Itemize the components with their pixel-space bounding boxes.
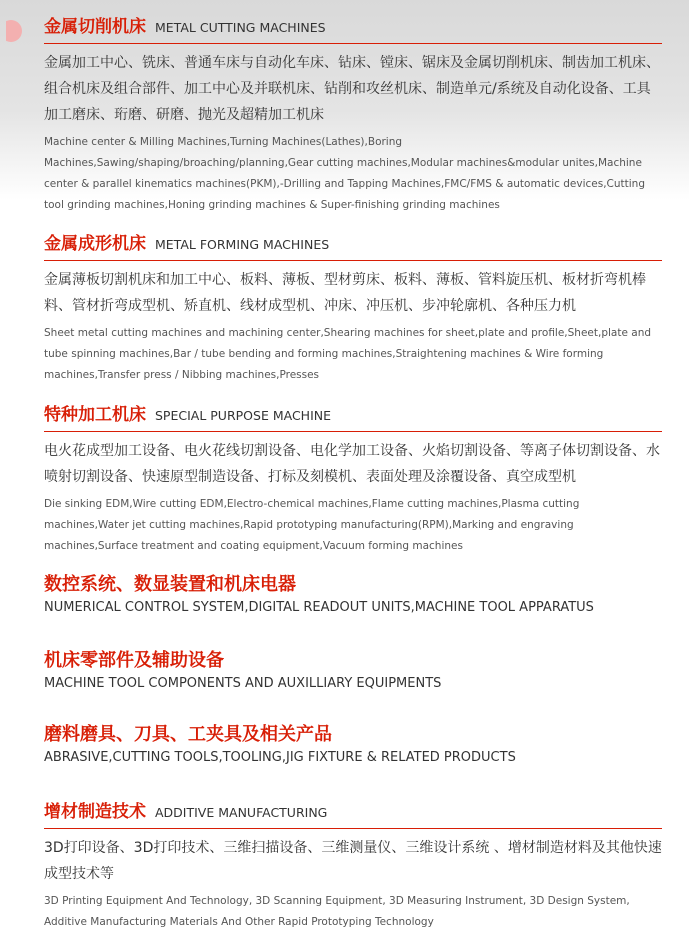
section-title-en: NUMERICAL CONTROL SYSTEM,DIGITAL READOUT UNITS,MACHINE TOOL APPARATUS <box>44 600 594 615</box>
section-heading <box>44 797 662 822</box>
section-heading <box>44 400 662 425</box>
section-title-cn: 磨料磨具、刀具、工夹具及相关产品 <box>44 724 332 745</box>
section-metal-cutting <box>44 12 662 216</box>
section-title-cn: 特种加工机床 <box>44 405 146 425</box>
section-divider <box>44 828 662 829</box>
section-additive-manufacturing <box>44 797 662 933</box>
section-title-en: METAL FORMING MACHINES <box>155 237 330 252</box>
section-heading <box>44 12 662 37</box>
section-heading <box>44 229 662 254</box>
section-abrasive-tools <box>44 720 662 765</box>
section-divider <box>44 43 662 44</box>
section-description-en: Machine center & Milling Machines,Turning Machines(Lathes),Boring Machines,Sawing/shaping/broaching/planning,Gear cutting machines,Modular machines&modular unites,Machine center & parallel kinematics machines(PKM),-Drilling and Tapping Machines,FMC/FMS & automatic devices,Cutting tool grinding machines,Honing grinding machines & Super-finishing grinding machines <box>44 136 646 211</box>
section-title-en: SPECIAL PURPOSE MACHINE <box>155 408 332 423</box>
section-title-cn: 金属成形机床 <box>44 234 146 254</box>
section-description-en: Die sinking EDM,Wire cutting EDM,Electro-chemical machines,Flame cutting machines,Plasma cutting machines,Water jet cutting machines,Rapid prototyping manufacturing(RPM),Marking and engraving machines,Surface treatment and coating equipment,Vacuum forming machines <box>44 498 580 552</box>
section-title-cn: 机床零部件及辅助设备 <box>44 650 224 671</box>
section-components <box>44 646 662 691</box>
section-numerical-control <box>44 570 662 615</box>
section-divider <box>44 431 662 432</box>
section-title-en: ADDITIVE MANUFACTURING <box>155 805 328 820</box>
section-divider <box>44 260 662 261</box>
section-description-cn: 电火花成型加工设备、电火花线切割设备、电化学加工设备、火焰切割设备、等离子体切割设备、水喷射切割设备、快速原型制造设备、打标及刻模机、表面处理及涂覆设备、真空成型机 <box>44 443 660 485</box>
section-title-en: MACHINE TOOL COMPONENTS AND AUXILLIARY EQUIPMENTS <box>44 676 442 691</box>
section-special-purpose <box>44 400 662 557</box>
section-title-cn: 数控系统、数显装置和机床电器 <box>44 574 296 595</box>
section-description-en: Sheet metal cutting machines and machining center,Shearing machines for sheet,plate and profile,Sheet,plate and tube spinning machines,Bar / tube bending and forming machines,Straightening machines & Wire forming machines,Transfer press / Nibbing machines,Presses <box>44 327 652 381</box>
section-title-en: METAL CUTTING MACHINES <box>155 20 326 35</box>
section-description-cn: 3D打印设备、3D打印技术、三维扫描设备、三维测量仪、三维设计系统 、增材制造材料及其他快速成型技术等 <box>44 840 662 882</box>
section-description-en: 3D Printing Equipment And Technology, 3D Scanning Equipment, 3D Measuring Instrument, 3D Design System, Additive Manufacturing Materials And Other Rapid Prototyping Technology <box>44 895 630 928</box>
section-metal-forming <box>44 229 662 386</box>
section-description-cn: 金属加工中心、铣床、普通车床与自动化车床、钻床、镗床、锯床及金属切削机床、制齿加工机床、组合机床及组合部件、加工中心及并联机床、钻削和攻丝机床、制造单元/系统及自动化设备、工具加工磨床、珩磨、研磨、抛光及超精加工机床 <box>44 55 660 123</box>
section-title-cn: 增材制造技术 <box>44 802 146 822</box>
section-title-cn: 金属切削机床 <box>44 17 146 37</box>
section-title-en: ABRASIVE,CUTTING TOOLS,TOOLING,JIG FIXTURE & RELATED PRODUCTS <box>44 750 516 765</box>
section-description-cn: 金属薄板切割机床和加工中心、板料、薄板、型材剪床、板料、薄板、管料旋压机、板材折弯机棒料、管材折弯成型机、矫直机、线材成型机、冲床、冲压机、步冲轮廓机、各种压力机 <box>44 272 646 314</box>
